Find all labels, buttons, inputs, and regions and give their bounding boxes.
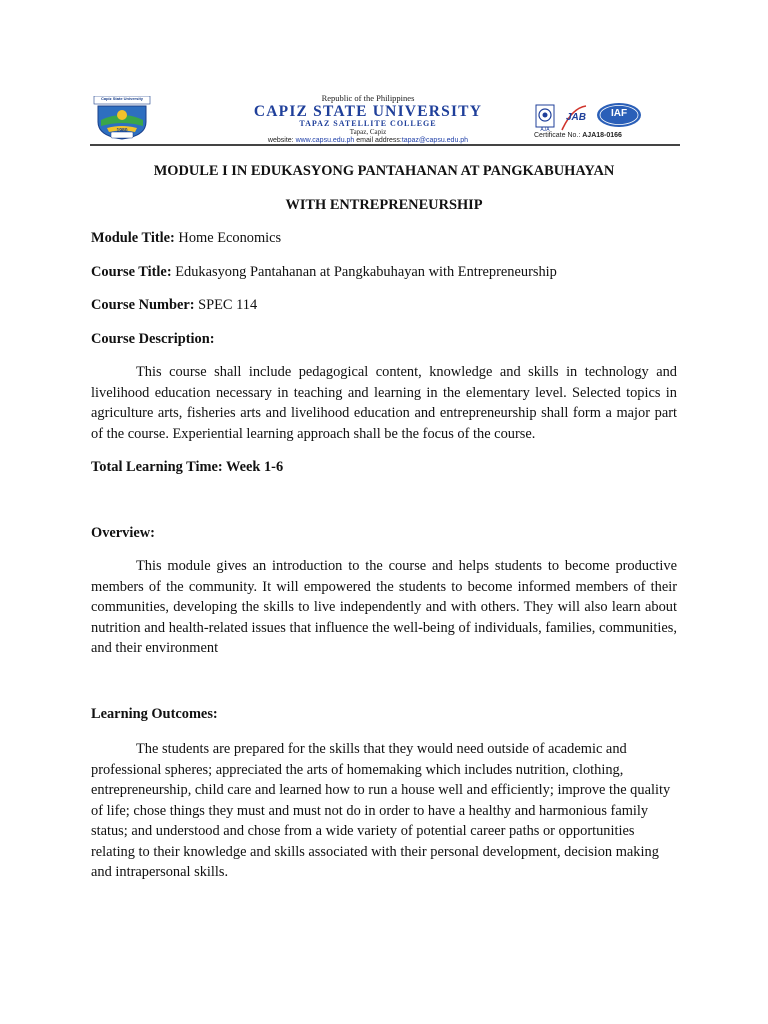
outcomes-label: Learning Outcomes:: [91, 705, 218, 722]
learning-time-label: Total Learning Time: Week 1-6: [91, 459, 284, 475]
module-title-label: Module Title:: [91, 230, 175, 246]
certificate-number-value: AJA18-0166: [582, 132, 622, 139]
jab-label: JAB: [566, 112, 587, 123]
certificate-number: [534, 132, 622, 139]
letterhead: [90, 92, 680, 148]
module-title-field: [91, 228, 677, 249]
course-number-label: Course Number:: [91, 297, 195, 313]
module-content: [91, 160, 677, 883]
website-label: website:: [267, 137, 294, 144]
module-title-value: Home Economics: [174, 230, 282, 246]
course-title-value: Edukasyong Pantahanan at Pangkabuhayan with Entrepreneurship: [171, 263, 557, 280]
outcomes-text: The students are prepared for the skills that they would need outside of academic and professional spheres; appreciated the arts of homemaking which includes nutrition, clothing, entrepreneurship, child care and learned how to run a house well and efficiently; improve the quality of life; chose things they must and must not do in order to have a healthy and harmonious family status; and understood and chose from a wide variety of potential career paths or opportunities relating to their knowledge and skills associated with their personal development, decision making and intrapersonal skills.: [91, 741, 671, 880]
course-number-field: [91, 295, 677, 316]
course-title-label: Course Title:: [91, 263, 172, 280]
aja-label: AJA: [540, 127, 550, 133]
iaf-label: IAF: [610, 108, 628, 119]
overview-label: Overview:: [91, 524, 155, 541]
course-title-field: [91, 262, 677, 283]
module-heading-line2: WITH ENTREPRENEURSHIP: [285, 196, 483, 213]
outcomes-heading: [91, 704, 677, 725]
course-description-text: This course shall include pedagogical content, knowledge and skills in technology and livelihood education necessary in teaching and learning in the elementary level. Selected topics in agriculture arts, fisheries arts and livelihood education and entrepreneurship shall form a major part of the course. Experiential learning approach shall be the focus of the course.: [91, 364, 677, 442]
college-name: TAPAZ SATELLITE COLLEGE: [299, 119, 437, 128]
certificate-number-label: Certificate No.:: [534, 132, 581, 139]
email-label: email address:: [356, 137, 402, 144]
course-description-heading: [91, 329, 677, 350]
letterhead-text: [208, 94, 528, 144]
seal-year: 1980: [116, 128, 128, 134]
letterhead-divider: [90, 144, 680, 146]
seal-caption: Capiz State University: [100, 96, 143, 101]
overview-text: This module gives an introduction to the course and helps students to become productive members of the community. It will empowered the students to become informed members of their communities, developing the skills to live independently and with others. They will also learn about nutrition and health-related issues that influence the well-being of individuals, families, communities, and their environment: [91, 558, 677, 656]
contact-line: [208, 137, 528, 144]
course-number-value: SPEC 114: [194, 297, 258, 313]
university-name: CAPIZ STATE UNIVERSITY: [253, 102, 483, 120]
website-link[interactable]: www.capsu.edu.ph: [295, 137, 355, 144]
module-heading-line1: MODULE I IN EDUKASYONG PANTAHANAN AT PANGKABUHAYAN: [153, 163, 615, 179]
republic-label: Republic of the Philippines: [321, 93, 415, 103]
learning-time-field: [91, 457, 677, 478]
email-link[interactable]: tapaz@capsu.edu.ph: [401, 137, 469, 144]
overview-heading: [91, 523, 677, 544]
course-description-label: Course Description:: [91, 330, 215, 347]
town-name: Tapaz, Capiz: [349, 128, 387, 136]
